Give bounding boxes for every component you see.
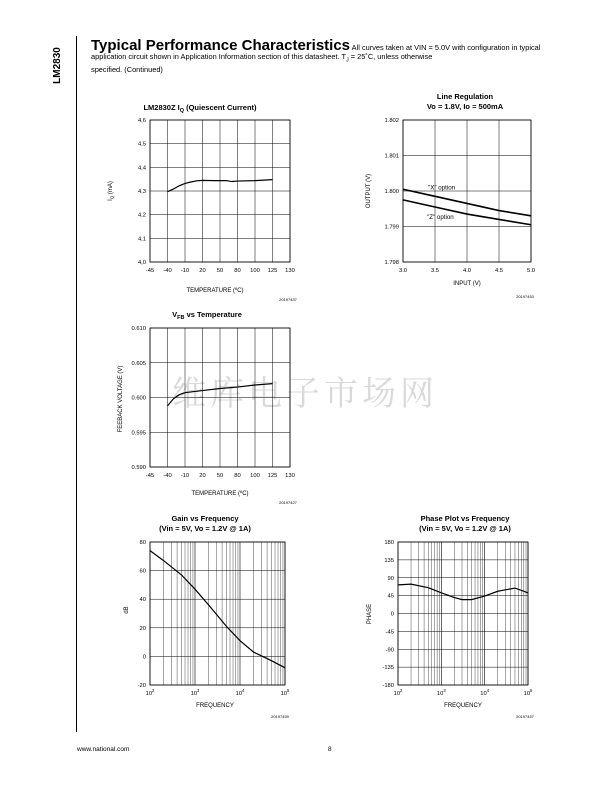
- x-tick-label: 50: [216, 473, 224, 479]
- plot-frame: [150, 542, 285, 685]
- x-tick-label: 5.0: [526, 268, 536, 274]
- y-tick-label: 0.610: [131, 326, 146, 332]
- x-tick-label: 125: [267, 268, 278, 274]
- y-tick-label: 1.802: [384, 118, 399, 124]
- x-tick-base: 10: [393, 691, 401, 697]
- plot-area: [138, 540, 290, 697]
- x-tick-label: 130: [285, 268, 295, 274]
- y-tick-label: 60: [139, 568, 146, 575]
- plot-area: [382, 540, 533, 697]
- header-description-line1: All curves taken at VIN = 5.0V with configuration in typical: [351, 43, 541, 52]
- x-tick-exponent: 4: [242, 688, 245, 693]
- x-tick-label: -40: [163, 268, 172, 274]
- y-tick-label: 1.799: [384, 224, 399, 231]
- x-tick-exponent: 2: [152, 688, 155, 693]
- y-tick-label: 4,4: [137, 165, 146, 172]
- x-tick-base: 10: [436, 691, 444, 697]
- y-tick-label: 135: [384, 557, 394, 564]
- side-tab-label: LM2830: [51, 47, 63, 84]
- x-tick-label: -40: [163, 473, 172, 479]
- x-tick-exponent: 3: [443, 688, 446, 693]
- chart-title-end: vs Temperature: [184, 310, 242, 319]
- ylabel-main: I: [108, 199, 114, 201]
- y-tick-label: 45: [387, 593, 394, 600]
- chart-title: [172, 310, 242, 321]
- x-tick-label: [146, 688, 155, 697]
- series-label: "X" option: [428, 184, 456, 192]
- y-tick-label: -135: [382, 665, 394, 672]
- footer-website: www.national.com: [77, 746, 130, 753]
- x-tick-label: -45: [145, 473, 155, 479]
- chart-iq-vs-temp: [110, 100, 310, 305]
- x-tick-exponent: 5: [287, 688, 290, 693]
- x-tick-exponent: 2: [400, 688, 403, 693]
- section-rule: [76, 36, 77, 732]
- x-tick-label: 80: [234, 268, 241, 274]
- x-tick-label: 100: [250, 473, 260, 479]
- section-title: Typical Performance Characteristics: [91, 37, 351, 54]
- x-tick-exponent: 3: [197, 688, 200, 693]
- y-tick-label: 1.800: [384, 189, 399, 195]
- x-tick-label: [281, 688, 290, 697]
- figure-id: 20197437: [279, 297, 297, 302]
- y-axis-label: dB: [124, 606, 130, 614]
- y-tick-label: -90: [385, 647, 394, 654]
- y-tick-label: 4,6: [137, 118, 146, 124]
- x-tick-label: 20: [199, 473, 206, 479]
- chart-subtitle: (Vin = 5V, Vo = 1.2V @ 1A): [159, 524, 251, 533]
- x-axis-label: FREQUENCY: [444, 703, 482, 709]
- section-header: [91, 37, 561, 75]
- x-tick-label: [480, 688, 489, 697]
- x-tick-label: [524, 688, 533, 697]
- y-tick-label: 4,5: [137, 141, 146, 148]
- tj-subscript: J: [345, 57, 349, 64]
- x-tick-label: 3.0: [398, 268, 408, 274]
- chart-title: Line Regulation: [436, 92, 494, 101]
- chart-title: Gain vs Frequency: [171, 514, 239, 523]
- y-tick-label: 0.590: [131, 465, 146, 471]
- x-tick-label: [191, 688, 200, 697]
- x-axis-label: TEMPERATURE (ºC): [191, 491, 249, 497]
- header-description-line2-end: = 25˚C, unless otherwise: [348, 52, 433, 61]
- x-axis-label: TEMPERATURE (ºC): [186, 288, 244, 294]
- chart-subtitle: (Vin = 5V, Vo = 1.2V @ 1A): [419, 524, 511, 533]
- x-tick-label: 4.5: [494, 268, 504, 274]
- x-tick-base: 10: [190, 691, 198, 697]
- x-tick-base: 10: [523, 691, 531, 697]
- x-tick-label: 50: [216, 268, 224, 274]
- chart-line-regulation: [355, 88, 555, 303]
- x-tick-label: 130: [285, 473, 295, 479]
- chart-title-sub: Q: [179, 108, 185, 114]
- series-label: "Z" option: [427, 213, 454, 221]
- plot-area: [384, 118, 535, 274]
- y-axis-label: OUTPUT (V): [366, 173, 372, 209]
- page-number: 8: [328, 746, 332, 753]
- figure-id: 20197459: [271, 714, 289, 719]
- x-tick-label: 4.0: [462, 268, 472, 274]
- y-tick-label: 40: [139, 597, 146, 604]
- x-tick-label: -10: [180, 473, 190, 479]
- figure-id: 20197453: [516, 294, 534, 299]
- plot-area: [131, 326, 294, 479]
- chart-subtitle: Vo = 1.8V, Io = 500mA: [426, 102, 504, 111]
- side-tab: [51, 38, 75, 98]
- figure-id: 20197427: [279, 500, 297, 505]
- y-tick-label: 0: [142, 654, 146, 661]
- x-tick-base: 10: [145, 691, 153, 697]
- y-axis-label: PHASE: [367, 603, 373, 625]
- x-tick-label: 80: [234, 473, 241, 479]
- data-series-line: [150, 551, 285, 668]
- y-tick-label: 0: [390, 611, 394, 618]
- y-tick-label: -45: [385, 629, 394, 636]
- chart-gain-vs-frequency: [110, 510, 310, 725]
- y-axis-label: [108, 181, 115, 201]
- x-tick-label: 125: [267, 473, 278, 479]
- plot-area: [138, 118, 295, 274]
- figure-id: 20197457: [516, 714, 534, 719]
- watermark: 维库电子市场网: [172, 374, 438, 414]
- chart-title: Phase Plot vs Frequency: [420, 514, 510, 523]
- ylabel-end: (mA): [108, 181, 114, 196]
- y-tick-label: 0.605: [131, 360, 146, 367]
- y-tick-label: 1.801: [384, 153, 399, 160]
- header-description-line2: application circuit shown in Application Information section of this datasheet. T: [91, 52, 346, 61]
- chart-phase-vs-frequency: [355, 510, 555, 725]
- chart-title: [143, 103, 257, 114]
- x-tick-label: -10: [180, 268, 190, 274]
- y-tick-label: 80: [139, 540, 146, 546]
- chart-title-main: V: [172, 310, 178, 319]
- x-tick-label: 3.5: [430, 268, 440, 274]
- y-tick-label: 0.600: [131, 395, 146, 402]
- y-tick-label: 90: [387, 575, 394, 582]
- y-tick-label: 180: [384, 540, 394, 546]
- y-tick-label: 1.798: [384, 260, 399, 266]
- x-tick-base: 10: [280, 691, 288, 697]
- x-tick-exponent: 5: [530, 688, 533, 693]
- data-series-line: [398, 584, 528, 599]
- y-tick-label: -180: [382, 683, 394, 689]
- x-tick-label: 100: [250, 268, 260, 274]
- y-tick-label: 4,3: [137, 189, 146, 195]
- x-axis-label: FREQUENCY: [196, 703, 234, 709]
- x-tick-label: -45: [145, 268, 155, 274]
- ylabel-sub: Q: [109, 195, 115, 200]
- y-tick-label: 20: [139, 625, 146, 632]
- y-tick-label: 4,2: [137, 212, 146, 219]
- y-tick-label: 4,0: [137, 260, 146, 266]
- x-tick-base: 10: [235, 691, 243, 697]
- chart-title-end: (Quiescent Current): [184, 103, 257, 112]
- x-tick-base: 10: [480, 691, 487, 697]
- chart-title-sub: FB: [177, 315, 185, 321]
- chart-title-main: LM2830Z I: [143, 103, 180, 112]
- y-tick-label: 0.595: [131, 430, 146, 437]
- x-tick-label: [437, 688, 446, 697]
- x-tick-label: 20: [199, 268, 206, 274]
- x-tick-label: [394, 688, 403, 697]
- header-description-line3: specified. (Continued): [91, 65, 163, 75]
- x-axis-label: INPUT (V): [453, 281, 481, 287]
- y-axis-label: FEEBACK VOLTAGE (V): [118, 365, 124, 433]
- x-tick-exponent: 4: [486, 688, 490, 693]
- x-tick-label: [236, 688, 245, 697]
- chart-vfb-vs-temp: [110, 305, 310, 510]
- y-tick-label: -20: [137, 683, 146, 689]
- y-tick-label: 4,1: [137, 236, 146, 243]
